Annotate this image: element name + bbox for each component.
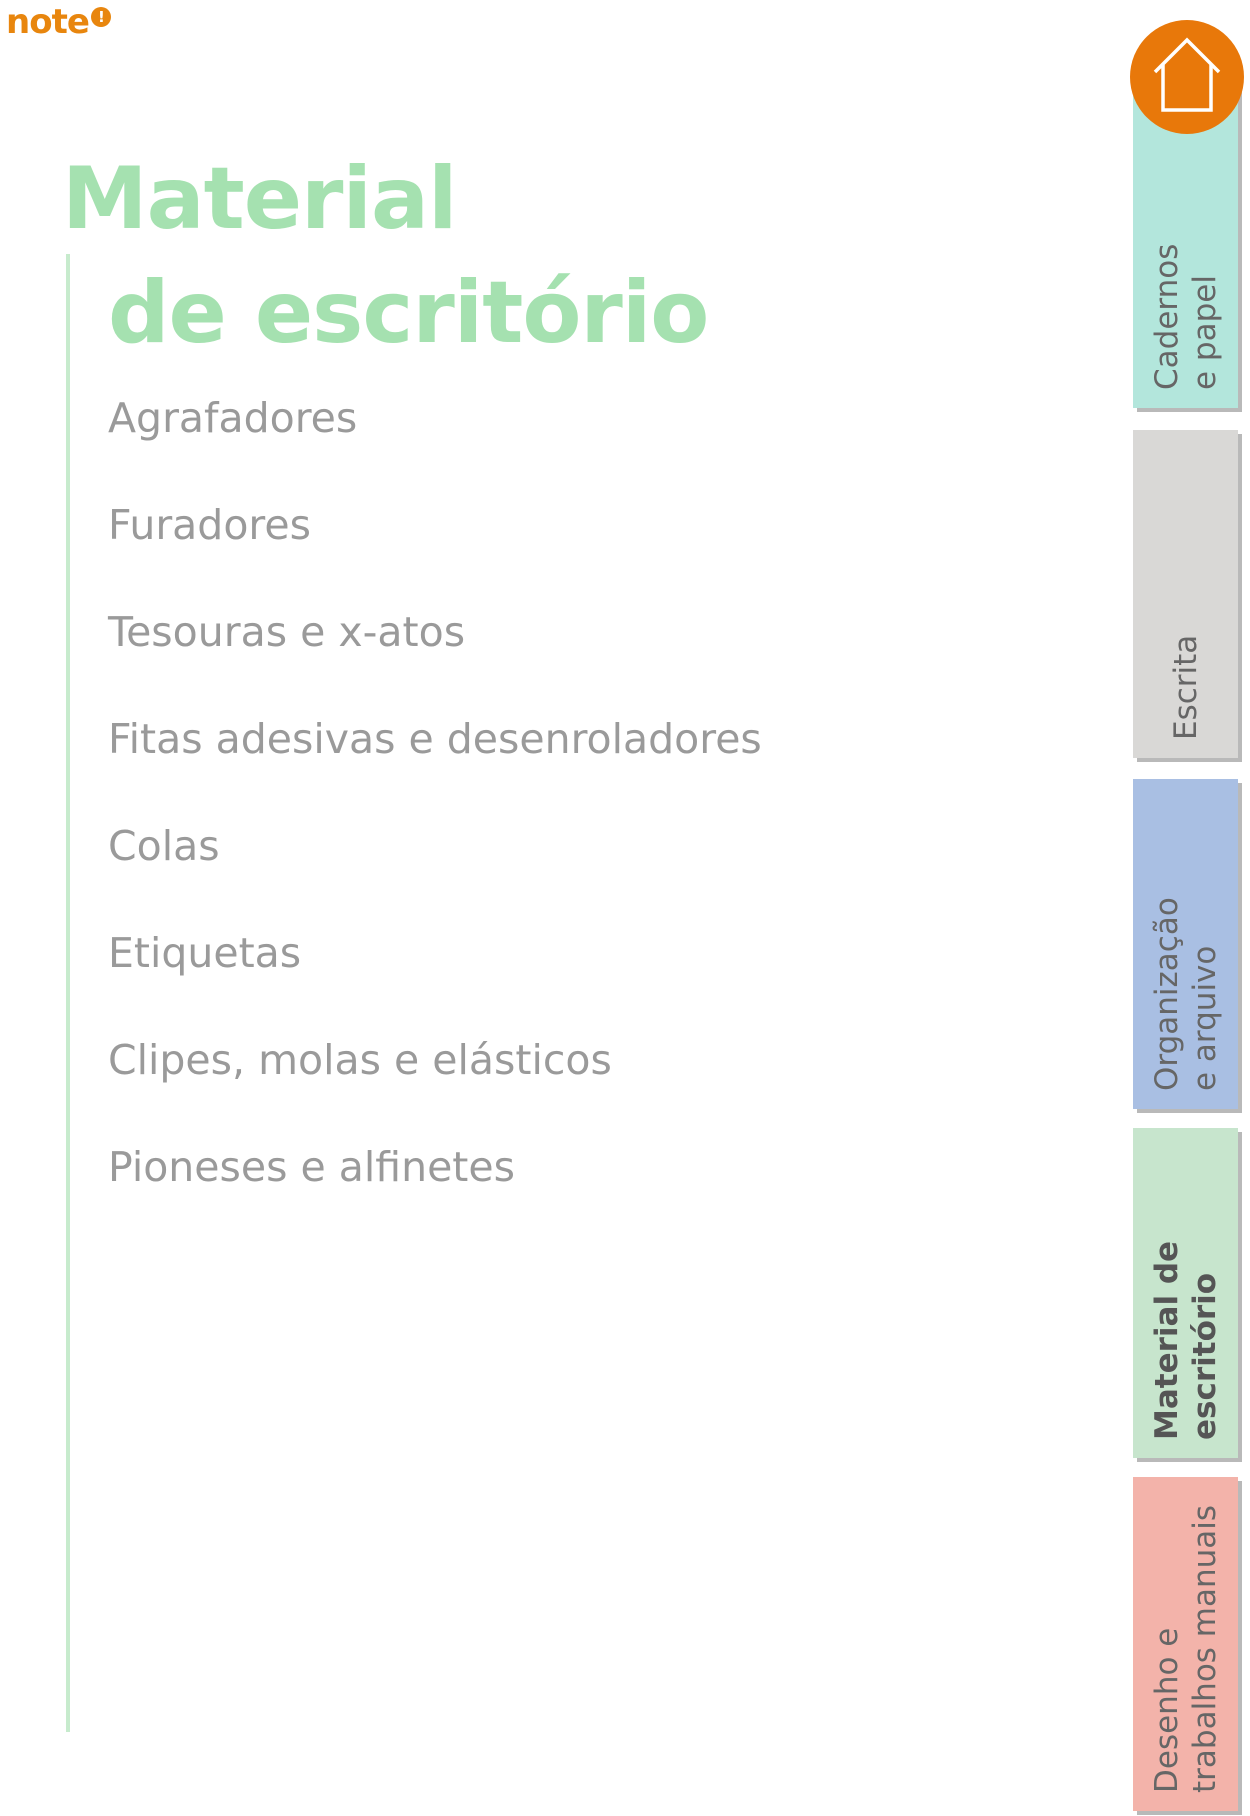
menu-item-furadores[interactable]: Furadores — [108, 501, 311, 549]
menu-item-fitas-adesivas[interactable]: Fitas adesivas e desenroladores — [108, 715, 762, 763]
menu-item-etiquetas[interactable]: Etiquetas — [108, 929, 302, 977]
tab-label-line1: Desenho e — [1148, 1627, 1185, 1793]
tab-label-line2: escritório — [1186, 1272, 1223, 1440]
tab-label — [1167, 635, 1205, 740]
menu-item-clipes[interactable]: Clipes, molas e elásticos — [108, 1036, 612, 1084]
menu-item-pioneses[interactable]: Pioneses e alfinetes — [108, 1143, 515, 1191]
home-button[interactable] — [1130, 20, 1244, 134]
category-menu — [108, 394, 762, 1254]
tab-organizacao-e-arquivo[interactable] — [1133, 779, 1238, 1109]
title-divider-line — [66, 254, 70, 1732]
tab-label-line2: trabalhos manuais — [1186, 1504, 1223, 1793]
brand-logo[interactable] — [6, 2, 111, 42]
page-title-line1: Material — [62, 149, 457, 249]
tab-label-line1: Escrita — [1167, 634, 1204, 740]
tab-label-line2: e papel — [1186, 275, 1223, 390]
brand-logo-mark: ! — [91, 7, 111, 27]
tab-label-line1: Cadernos — [1148, 243, 1185, 390]
brand-logo-text: note — [6, 2, 89, 42]
menu-item-agrafadores[interactable]: Agrafadores — [108, 394, 358, 442]
menu-item-tesouras[interactable]: Tesouras e x-atos — [108, 608, 466, 656]
home-icon — [1130, 20, 1244, 134]
tab-material-de-escritorio[interactable] — [1133, 1128, 1238, 1458]
page-title-line2: de escritório — [108, 263, 709, 363]
tab-label-line1: Organização — [1148, 897, 1185, 1091]
tab-label — [1148, 1241, 1224, 1440]
tab-label — [1148, 897, 1224, 1091]
tab-escrita[interactable] — [1133, 430, 1238, 758]
tab-label — [1148, 1505, 1224, 1793]
tab-label — [1148, 244, 1224, 390]
tab-label-line1: Material de — [1148, 1240, 1185, 1440]
menu-item-colas[interactable]: Colas — [108, 822, 220, 870]
tab-desenho-e-trabalhos-manuais[interactable] — [1133, 1477, 1238, 1811]
tab-label-line2: e arquivo — [1186, 945, 1223, 1091]
